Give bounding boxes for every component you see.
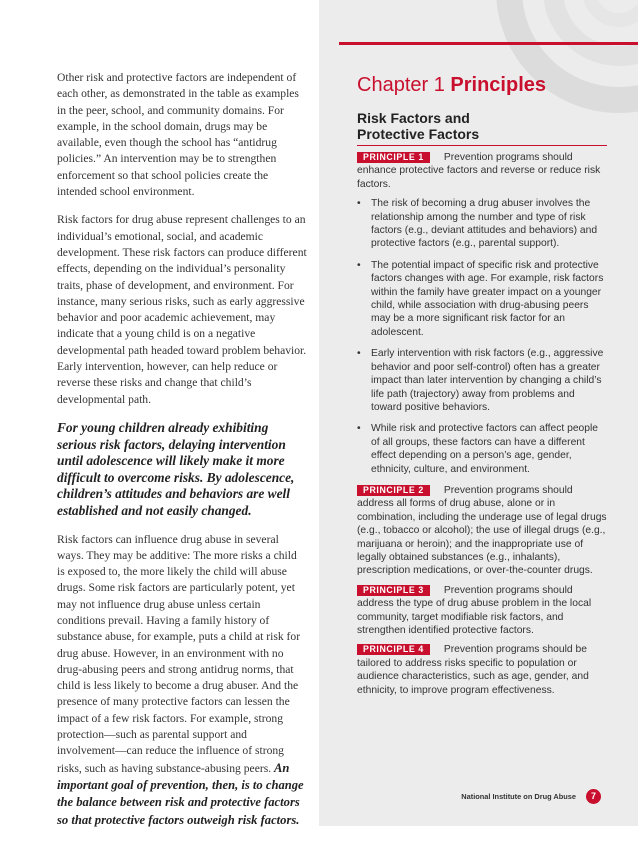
page-footer <box>461 789 601 804</box>
principle-badge: PRINCIPLE 4 <box>357 644 430 655</box>
page-number: 7 <box>586 789 601 804</box>
principle-text: Prevention programs should address all forms of drug abuse, alone or in combination, including the underage use of legal drugs (e.g., tobacco or alcohol); the use of illegal drugs (e.g., marijuana or heroin); and the inappropriate use of legally obtained substances (e.g., inhalants), prescription medications, or over-the-counter drugs. <box>357 484 607 577</box>
paragraph-3-emphasis: An important goal of prevention, then, is to change the balance between risk and protective factors so that protective factors outweigh risk factors. <box>57 760 304 827</box>
principle-3 <box>357 584 607 638</box>
section-heading-line-2: Protective Factors <box>357 126 480 142</box>
chapter-title <box>357 72 607 98</box>
principle-badge: PRINCIPLE 1 <box>357 152 430 163</box>
principle-badge: PRINCIPLE 3 <box>357 585 430 596</box>
principle-2 <box>357 484 607 578</box>
principle-text: Prevention programs should be tailored to address risks specific to population or audience characteristics, such as age, gender, and ethnicity, to improve program effectiveness. <box>357 644 589 696</box>
right-column <box>357 72 607 703</box>
bullet-item: • The potential impact of specific risk and protective factors changes with age. For example, risk factors within the family have greater impact on a younger child, while association with drug-abusing peers may be a more significant risk factor for an adolescent. <box>357 259 607 339</box>
paragraph-3 <box>57 532 307 829</box>
paragraph-3-text: Risk factors can influence drug abuse in several ways. They may be additive: The more risks a child is exposed to, the more likely the child will abuse drugs. Some risk factors are particularly potent, yet may not influence drug abuse unless certain conditions prevail. Having a family history of substance abuse, for example, puts a child at risk for drug abuse. However, in an environment with no drug-abusing peers and strong antidrug norms, that child is less likely to become a drug abuser. And the presence of many protective factors can lessen the impact of a few risk factors. For example, strong protection—such as parental support and involvement—can reduce the influence of strong risks, such as having substance-abusing peers. <box>57 532 301 775</box>
paragraph-1: Other risk and protective factors are independent of each other, as demonstrated in the table as examples in the peer, school, and community domains. For example, in the school domain, drugs may be available, even though the school has “antidrug policies.” An intervention may be to strengthen enforcement so that school policies create the intended school environment. <box>57 71 299 199</box>
principle-badge: PRINCIPLE 2 <box>357 485 430 496</box>
chapter-label: Chapter 1 <box>357 74 445 96</box>
bullet-item: • Early intervention with risk factors (e.g., aggressive behavior and poor self-control) often has a greater impact than later intervention by changing a child’s life path (trajectory) away from problems and toward positive behaviors. <box>357 347 607 414</box>
bullet-item: • The risk of becoming a drug abuser involves the relationship among the number and type of risk factors (e.g., deviant attitudes and behaviors) and protective factors (e.g., parental support). <box>357 197 607 251</box>
callout-text: For young children already exhibiting serious risk factors, delaying intervention until adolescence will likely make it more difficult to overcome risks. By adolescence, children’s attitudes and behaviors are well established and not easily changed. <box>57 419 295 518</box>
principle-1-bullets <box>357 197 607 476</box>
principle-text: Prevention programs should address the type of drug abuse problem in the local community, target modifiable risk factors, and strengthen identified protective factors. <box>357 584 592 636</box>
principle-1 <box>357 151 607 191</box>
section-heading <box>357 110 607 146</box>
top-red-rule <box>339 42 638 45</box>
footer-publisher: National Institute on Drug Abuse <box>461 792 576 801</box>
paragraph-2: Risk factors for drug abuse represent challenges to an individual’s emotional, social, and academic development. These risk factors can produce different effects, depending on the individual’s personality traits, phase of development, and environment. For instance, many serious risks, such as early aggressive behavior and poor academic achievement, may indicate that a young child is on a negative developmental path headed toward problem behavior. Early intervention, however, can help reduce or reverse these risks and change that child’s developmental path. <box>57 213 307 406</box>
chapter-name: Principles <box>450 74 547 96</box>
left-column <box>57 70 307 841</box>
principle-4 <box>357 643 607 697</box>
principle-text: Prevention programs should enhance protective factors and reverse or reduce risk factors. <box>357 152 601 190</box>
section-heading-line-1: Risk Factors and <box>357 110 470 126</box>
bullet-item: • While risk and protective factors can affect people of all groups, these factors can have a different effect depending on a person’s age, gender, ethnicity, culture, and environment. <box>357 422 607 476</box>
